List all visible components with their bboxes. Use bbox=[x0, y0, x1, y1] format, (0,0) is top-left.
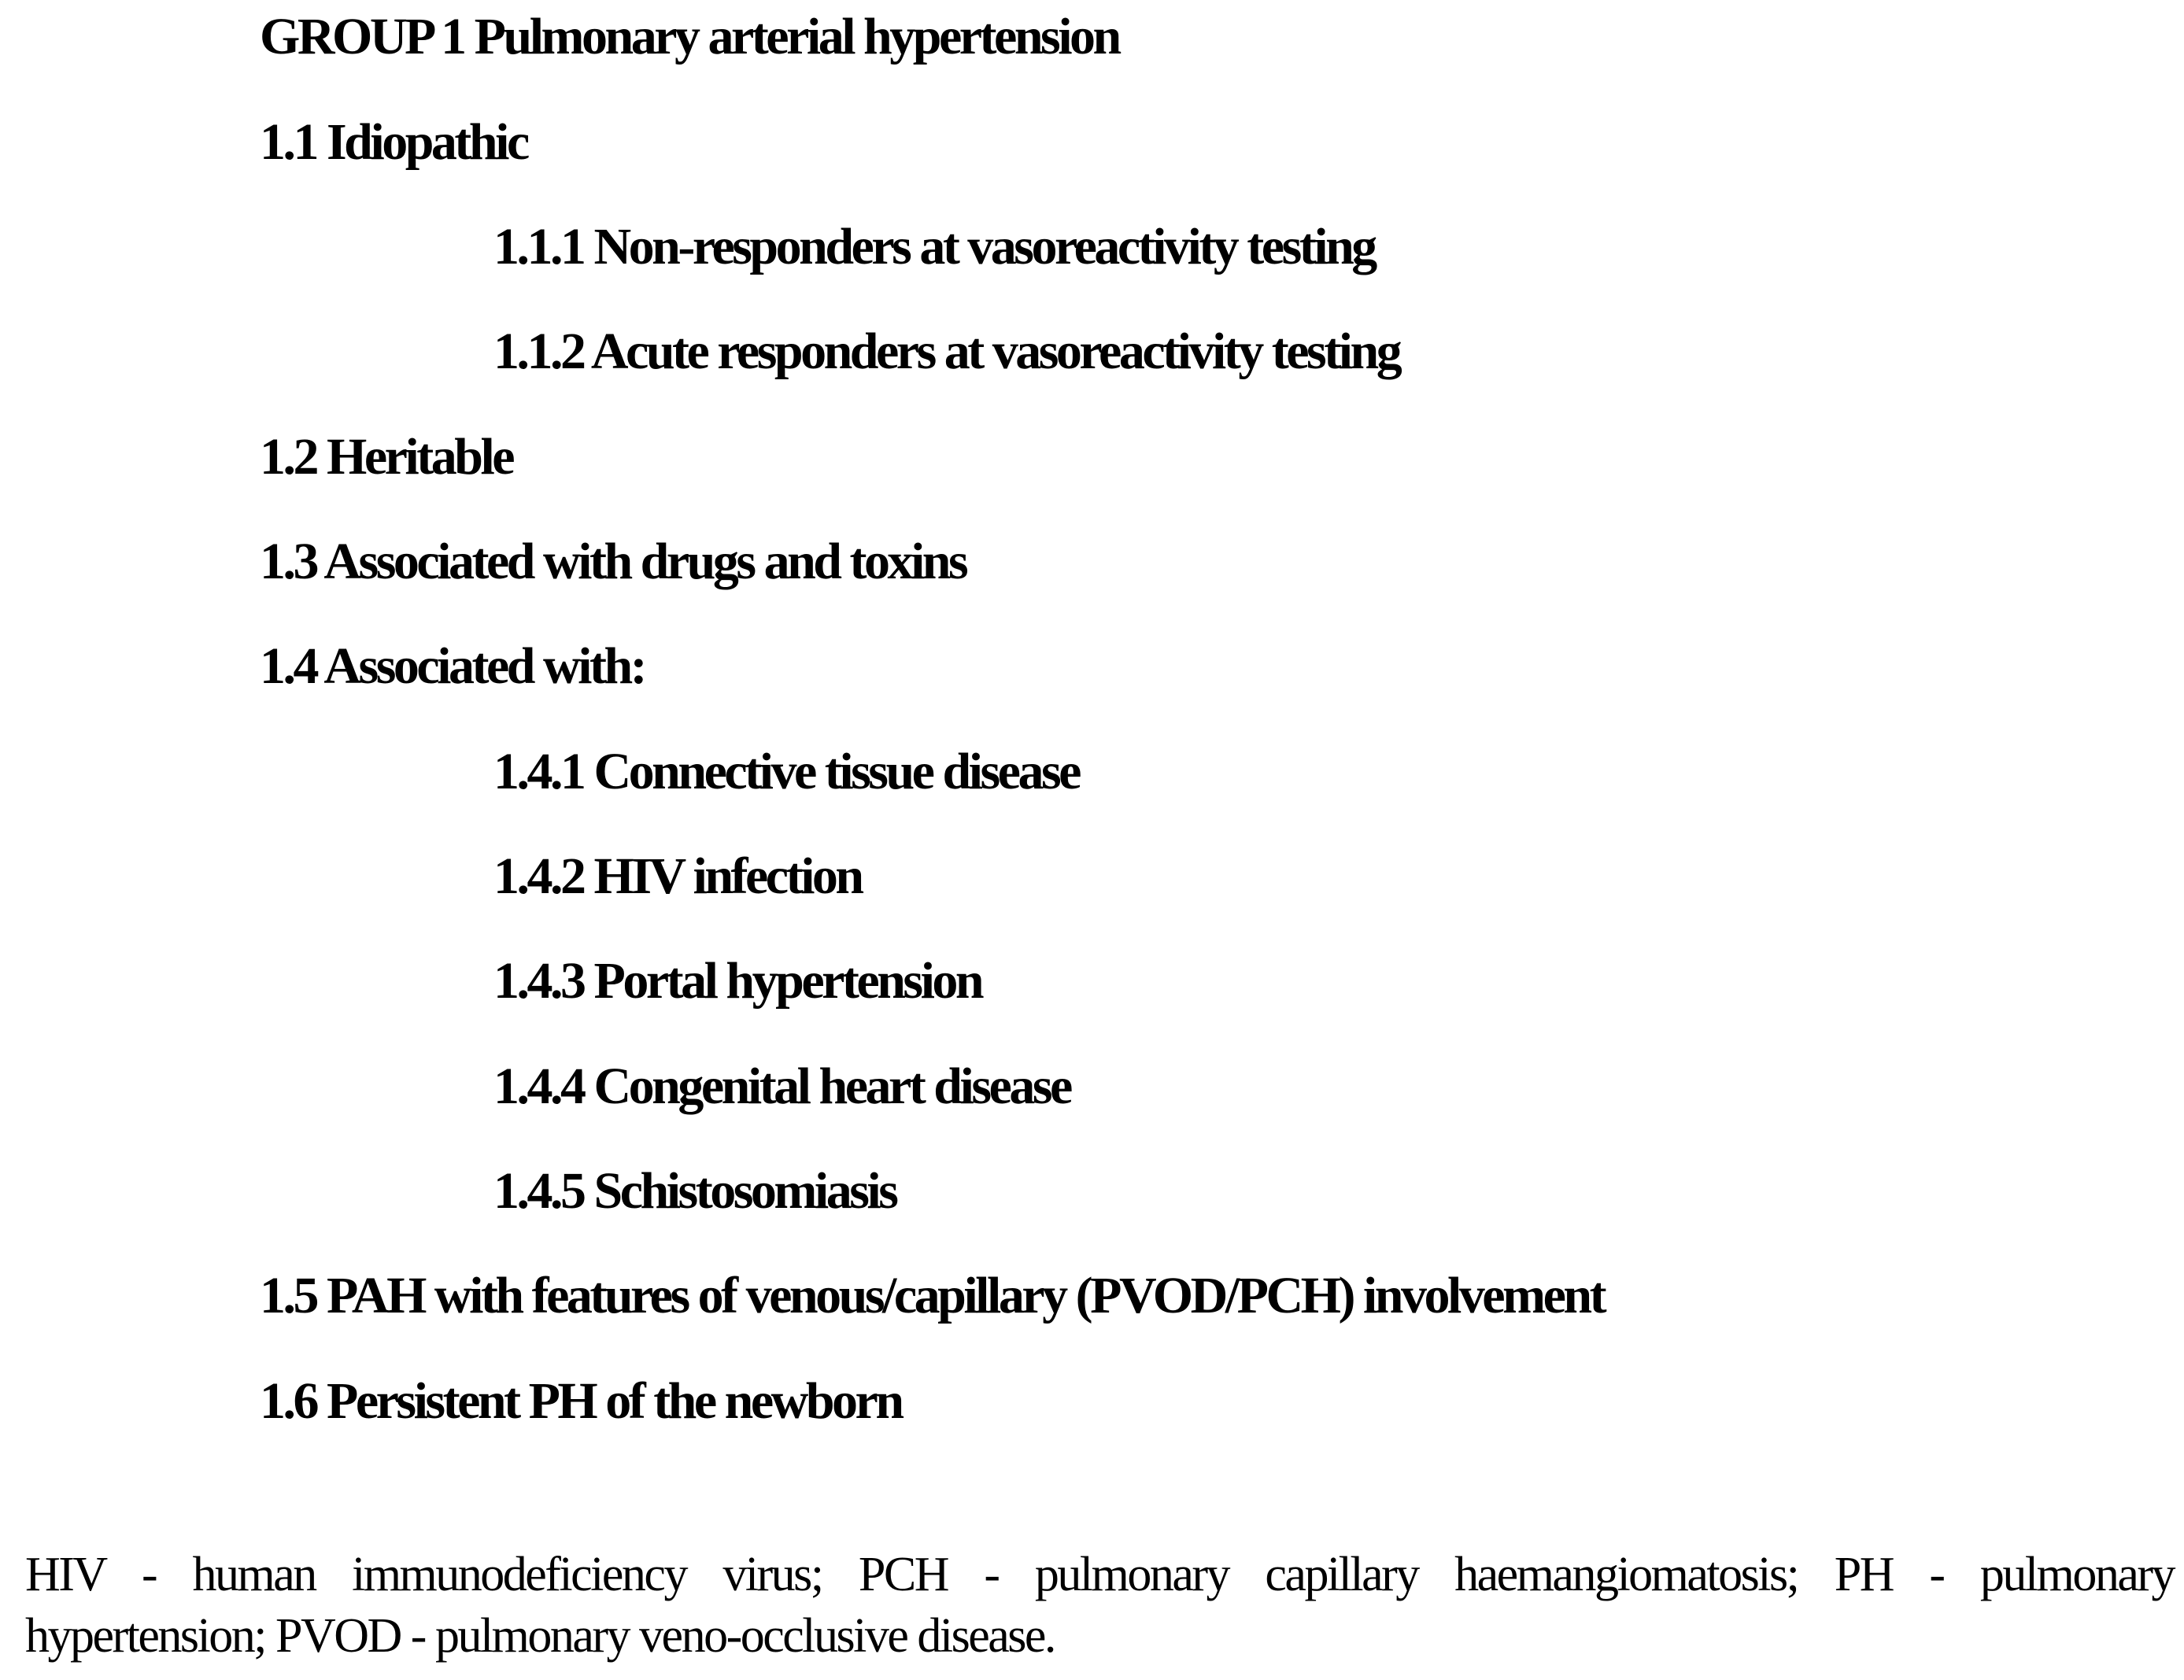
list-item: 1.1 Idiopathic bbox=[260, 113, 527, 171]
list-item: 1.1.2 Acute responders at vasoreactivity testing bbox=[493, 323, 1400, 380]
group-heading: GROUP 1 Pulmonary arterial hypertension bbox=[260, 8, 1119, 65]
abbreviations-footnote bbox=[25, 1544, 2174, 1667]
list-item: 1.4.3 Portal hypertension bbox=[493, 952, 982, 1010]
list-item: 1.5 PAH with features of venous/capillary (PVOD/PCH) involvement bbox=[260, 1267, 1605, 1324]
list-item: 1.6 Persistent PH of the newborn bbox=[260, 1372, 902, 1430]
footnote-line: HIV - human immunodeficiency virus; PCH - pulmonary capillary haemangiomatosis; PH - pulmonary bbox=[25, 1548, 2174, 1601]
list-item: 1.1.1 Non-responders at vasoreactivity testing bbox=[493, 218, 1375, 275]
list-item: 1.2 Heritable bbox=[260, 428, 513, 486]
list-item: 1.4.5 Schistosomiasis bbox=[493, 1162, 896, 1220]
list-item: 1.4 Associated with: bbox=[260, 637, 645, 695]
list-item: 1.3 Associated with drugs and toxins bbox=[260, 533, 966, 590]
footnote-line: hypertension; PVOD - pulmonary veno-occlusive disease. bbox=[25, 1609, 1055, 1663]
list-item: 1.4.1 Connective tissue disease bbox=[493, 743, 1079, 800]
list-item: 1.4.2 HIV infection bbox=[493, 847, 862, 905]
list-item: 1.4.4 Congenital heart disease bbox=[493, 1058, 1070, 1115]
